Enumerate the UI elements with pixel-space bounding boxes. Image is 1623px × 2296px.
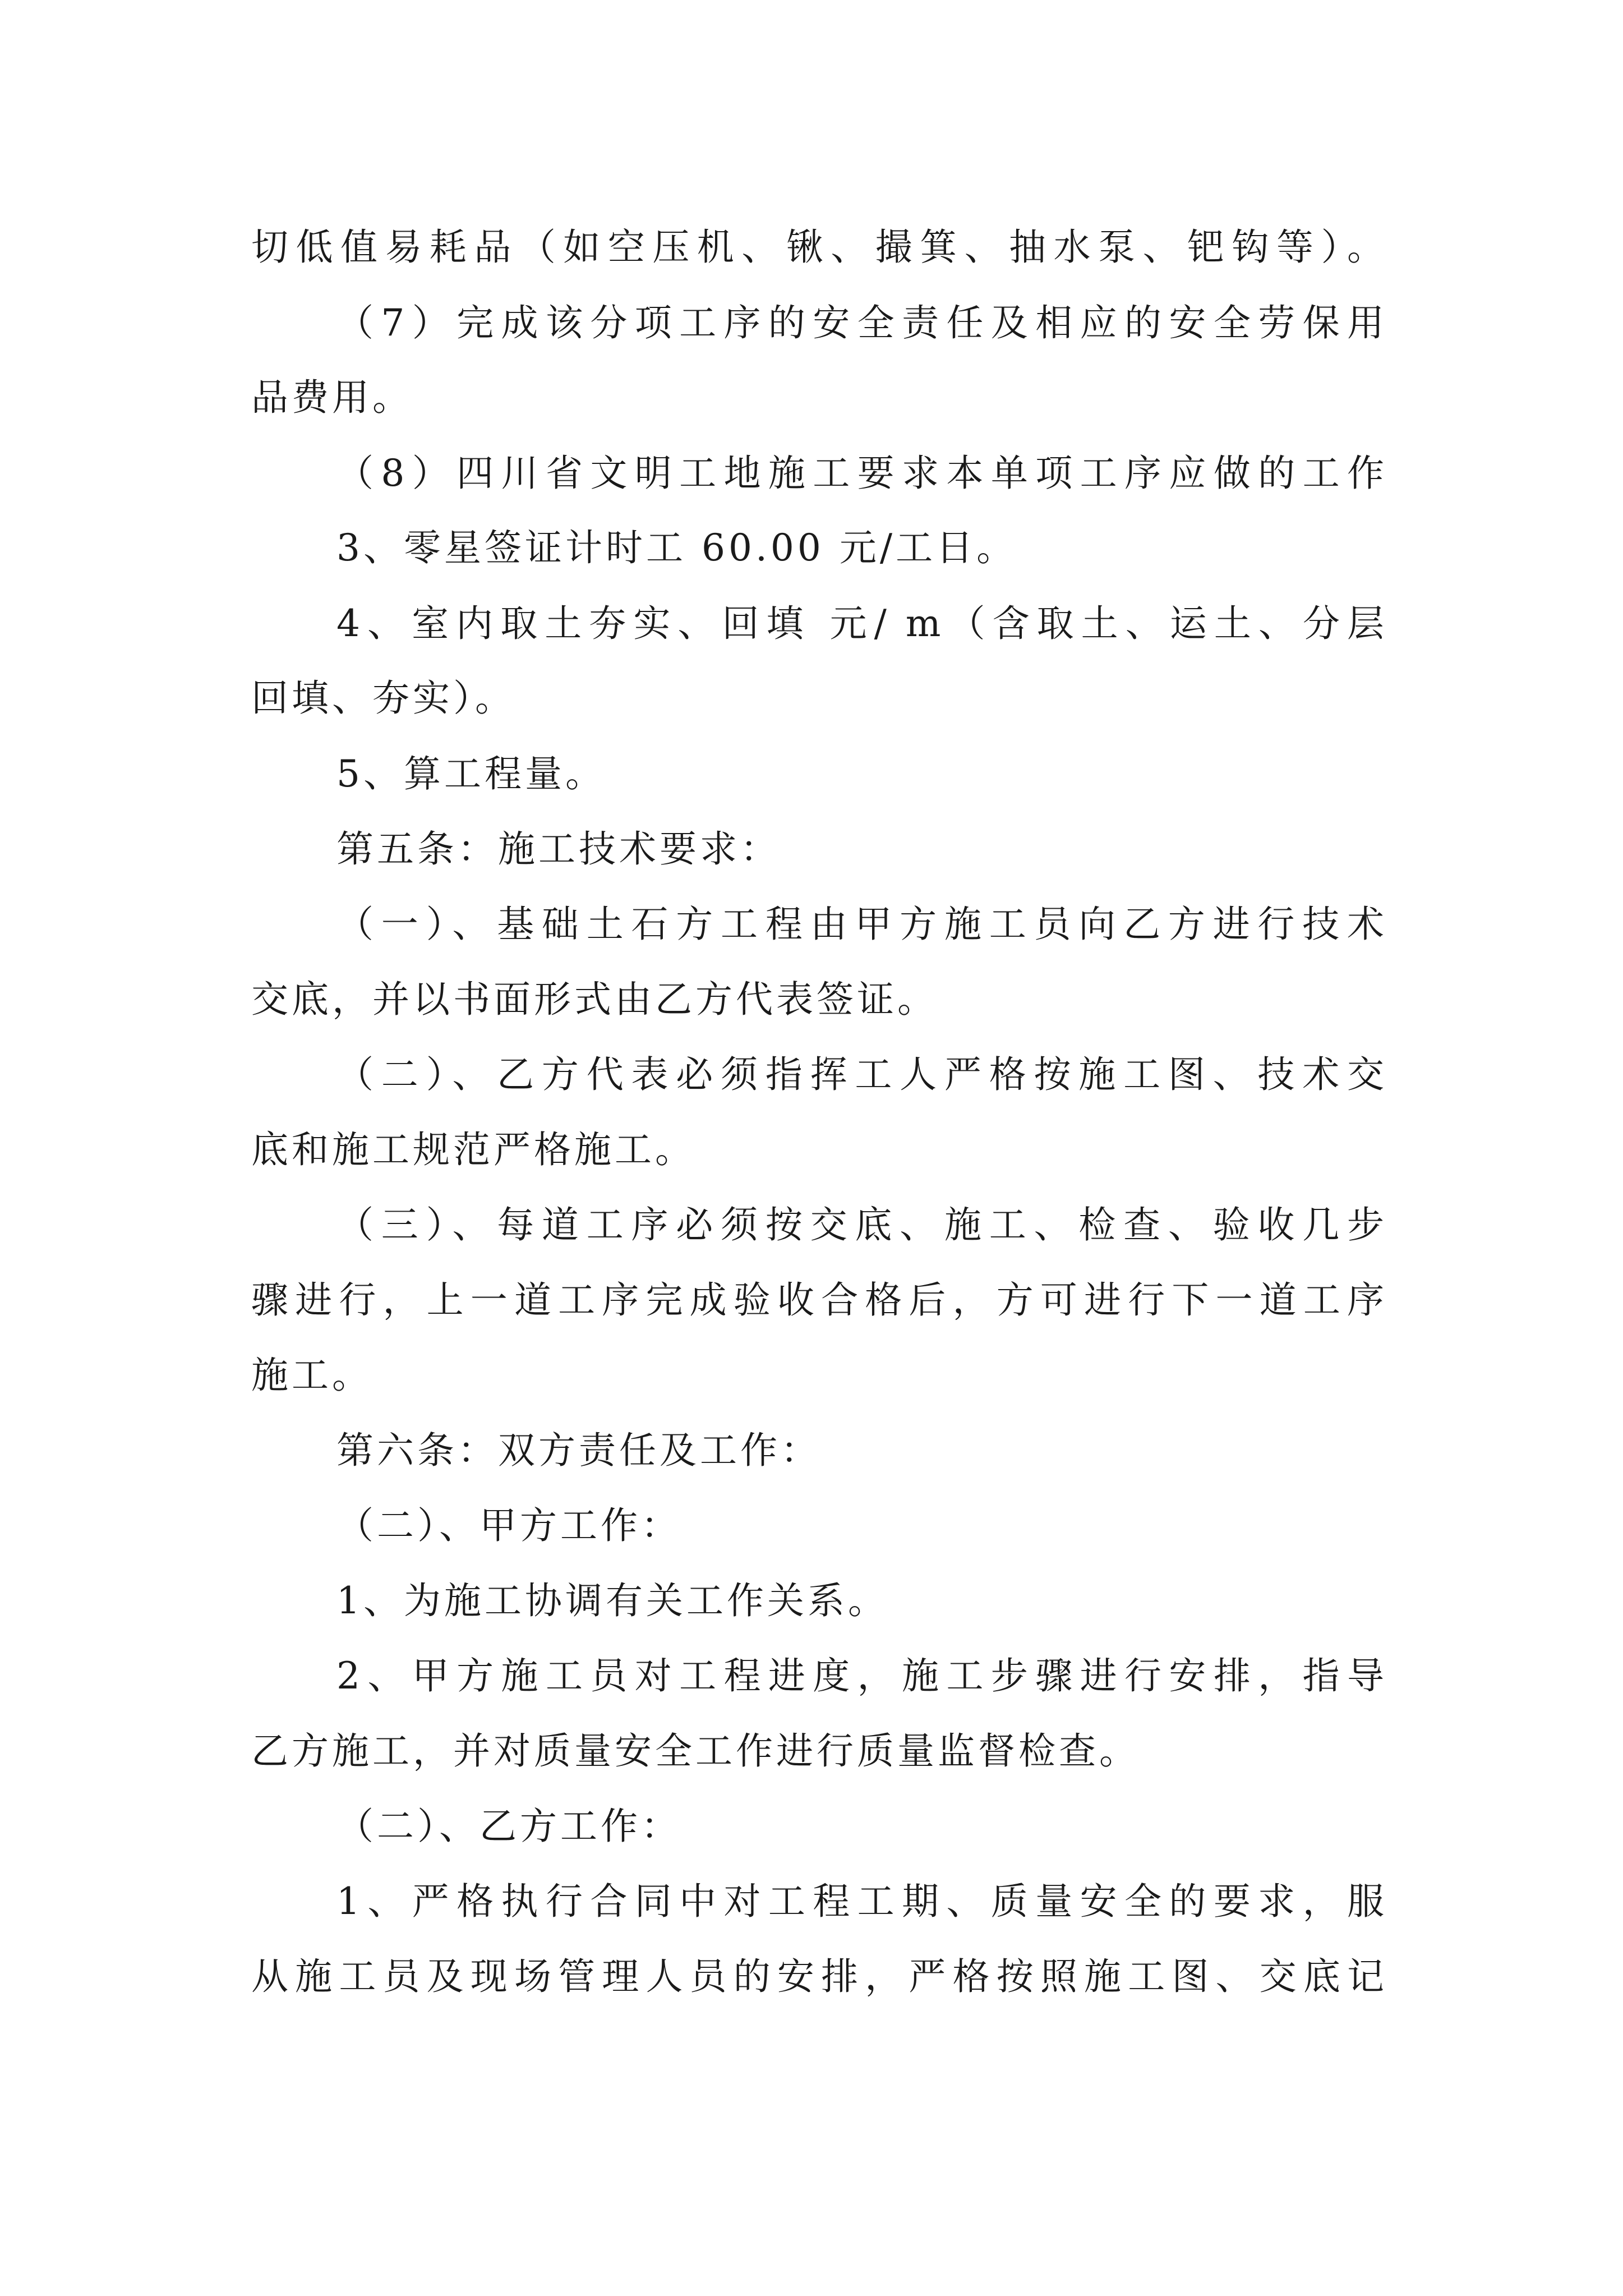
body-line: 2、甲方施工员对工程进度，施工步骤进行安排，指导 — [336, 1654, 1384, 1697]
body-line: 骤进行，上一道工序完成验收合格后，方可进行下一道工序 — [251, 1278, 1384, 1322]
body-line: 交底，并以书面形式由乙方代表签证。 — [251, 978, 938, 1021]
body-line: 1、严格执行合同中对工程工期、质量安全的要求，服 — [336, 1880, 1384, 1923]
body-line: 切低值易耗品（如空压机、锹、撮箕、抽水泵、钯钩等）。 — [251, 226, 1384, 269]
body-line: 4、室内取土夯实、回填 元/ m（含取土、运土、分层 — [336, 602, 1384, 645]
body-line: 品费用。 — [251, 376, 413, 419]
body-line: （7）完成该分项工序的安全责任及相应的安全劳保用 — [336, 301, 1384, 344]
body-line: （8）四川省文明工地施工要求本单项工序应做的工作 — [336, 452, 1384, 495]
body-line: 施工。 — [251, 1354, 372, 1397]
body-line: （一）、基础土石方工程由甲方施工员向乙方进行技术 — [336, 903, 1384, 946]
body-line: （二）、乙方代表必须指挥工人严格按施工图、技术交 — [336, 1053, 1384, 1096]
body-line: （二）、乙方工作： — [336, 1805, 681, 1848]
body-line: （三）、每道工序必须按交底、施工、检查、验收几步 — [336, 1203, 1384, 1246]
body-line: 底和施工规范严格施工。 — [251, 1128, 695, 1171]
body-line: 从施工员及现场管理人员的安排，严格按照施工图、交底记 — [251, 1955, 1384, 1998]
body-line: 第六条：双方责任及工作： — [336, 1429, 821, 1472]
body-line: 第五条：施工技术要求： — [336, 827, 781, 871]
body-line: （二）、甲方工作： — [336, 1504, 681, 1547]
body-line: 5、算工程量。 — [336, 752, 606, 795]
body-line: 回填、夯实）。 — [251, 677, 515, 720]
body-line: 3、零星签证计时工 60.00 元/工日。 — [336, 526, 1017, 569]
body-line: 1、为施工协调有关工作关系。 — [336, 1579, 888, 1622]
body-line: 乙方施工，并对质量安全工作进行质量监督检查。 — [251, 1729, 1140, 1773]
